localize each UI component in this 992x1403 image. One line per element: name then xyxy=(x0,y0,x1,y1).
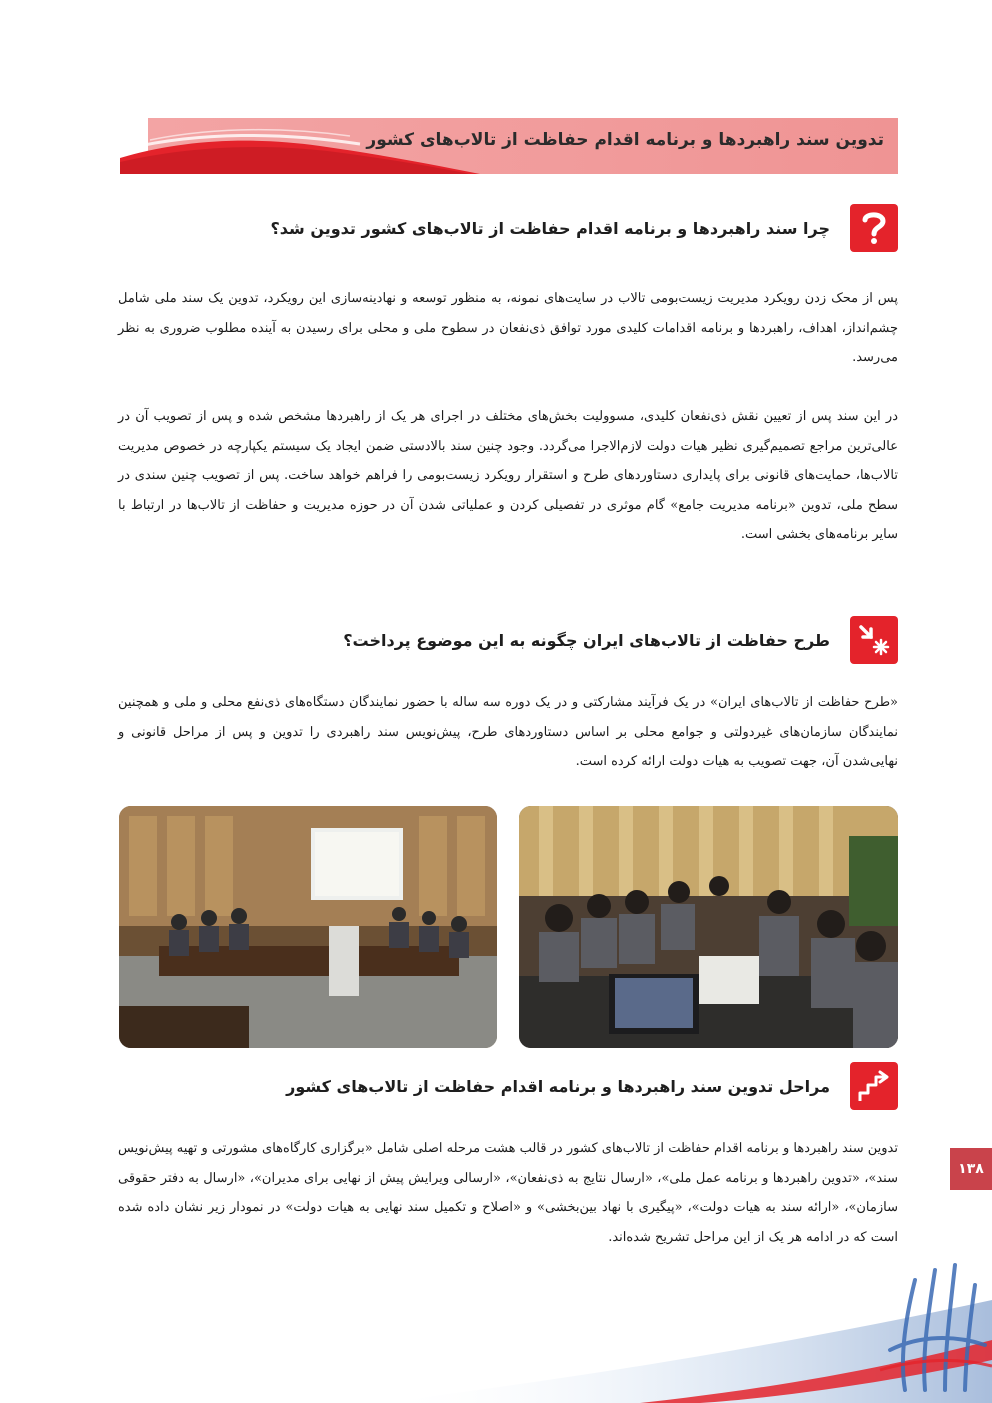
section-heading-stages xyxy=(118,1062,898,1110)
page-number-tab xyxy=(950,1148,992,1190)
arrow-star-icon xyxy=(850,616,898,664)
paragraph: تدوین سند راهبردها و برنامه اقدام حفاظت از تالاب‌های کشور در قالب هشت مرحله اصلی شامل «برگزاری کارگاه‌های مشورتی و تهیه پیش‌نویس سند»، «تدوین راهبردها و برنامه عمل ملی»، «ارسال نتایج به ذی‌نفعان»، «ارسالی ویرایش پیش از نهایی برای مدیران»، «ارسال به دفتر حقوقی سازمان»، «ارائه سند به هیات دولت»، «پیگیری با نهاد بین‌بخشی» و «اصلاح و تکمیل سند نهایی به هیات دولت» در نمودار زیر نشان داده شده است که در ادامه هر یک از این مراحل تشریح شده‌اند. xyxy=(118,1141,898,1245)
section-heading-how xyxy=(118,616,898,664)
meeting-photo-round-table xyxy=(119,806,497,1048)
chapter-header xyxy=(120,118,898,174)
section-title: چرا سند راهبردها و برنامه اقدام حفاظت از تالاب‌های کشور تدوین شد؟ xyxy=(270,218,830,238)
section-title: طرح حفاظت از تالاب‌های ایران چگونه به این موضوع پرداخت؟ xyxy=(343,630,830,650)
paragraph: در این سند پس از تعیین نقش ذی‌نفعان کلیدی، مسوولیت بخش‌های مختلف در اجرای هر یک از راهبردها مشخص شده و پس از تصویب آن در عالی‌ترین مراجع تصمیم‌گیری نظیر هیات دولت لازم‌الاجرا می‌گردد. وجود چنین سند بالادستی ضمن ایجاد یک سیستم یکپارچه در خصوص مدیریت تالاب‌ها، حمایت‌های قانونی برای پایداری دستاوردهای طرح و استقرار رویکرد زیست‌بومی را فراهم خواهد ساخت. پس از تصویب چنین سندی در سطح ملی، تدوین «برنامه مدیریت جامع» گام موثری در تفصیلی کردن و عملیاتی شدن آن در حوزه مدیریت و حفاظت از تالاب‌ها در ارتباط با سایر برنامه‌های بخشی است. xyxy=(118,409,898,542)
paragraph: «طرح حفاظت از تالاب‌های ایران» در یک فرآیند مشارکتی و در یک دوره سه ساله با حضور نمایندگان دستگاه‌های ذی‌نفع محلی و ملی و همچنین نمایندگان سازمان‌های غیردولتی و جوامع محلی بر اساس دستاوردهای طرح، پیش‌نویس سند راهبردی را تدوین و پس از مراحل قانونی و نهایی‌شدن آن، جهت تصویب به هیات دولت ارائه کرده است. xyxy=(118,695,898,769)
page-number: ۱۳۸ xyxy=(958,1161,984,1177)
paragraph: پس از محک زدن رویکرد مدیریت زیست‌بومی تالاب در سایت‌های نمونه، به منظور توسعه و نهادینه‌سازی این رویکرد، تدوین یک سند ملی شامل چشم‌انداز، اهداف، راهبردها و برنامه اقدامات کلیدی مورد توافق ذی‌نفعان در سطوح ملی و محلی برای رسیدن به آینده مطلوب ضروری به نظر می‌رسد. xyxy=(118,291,898,365)
stairs-arrow-icon xyxy=(850,1062,898,1110)
chapter-title: تدوین سند راهبردها و برنامه اقدام حفاظت از تالاب‌های کشور xyxy=(366,130,884,150)
footer-wave-decoration xyxy=(0,1240,992,1403)
meeting-photo-conference-room xyxy=(519,806,898,1048)
section-heading-why xyxy=(118,204,898,252)
section-title: مراحل تدوین سند راهبردها و برنامه اقدام حفاظت از تالاب‌های کشور xyxy=(286,1076,830,1096)
question-icon xyxy=(850,204,898,252)
